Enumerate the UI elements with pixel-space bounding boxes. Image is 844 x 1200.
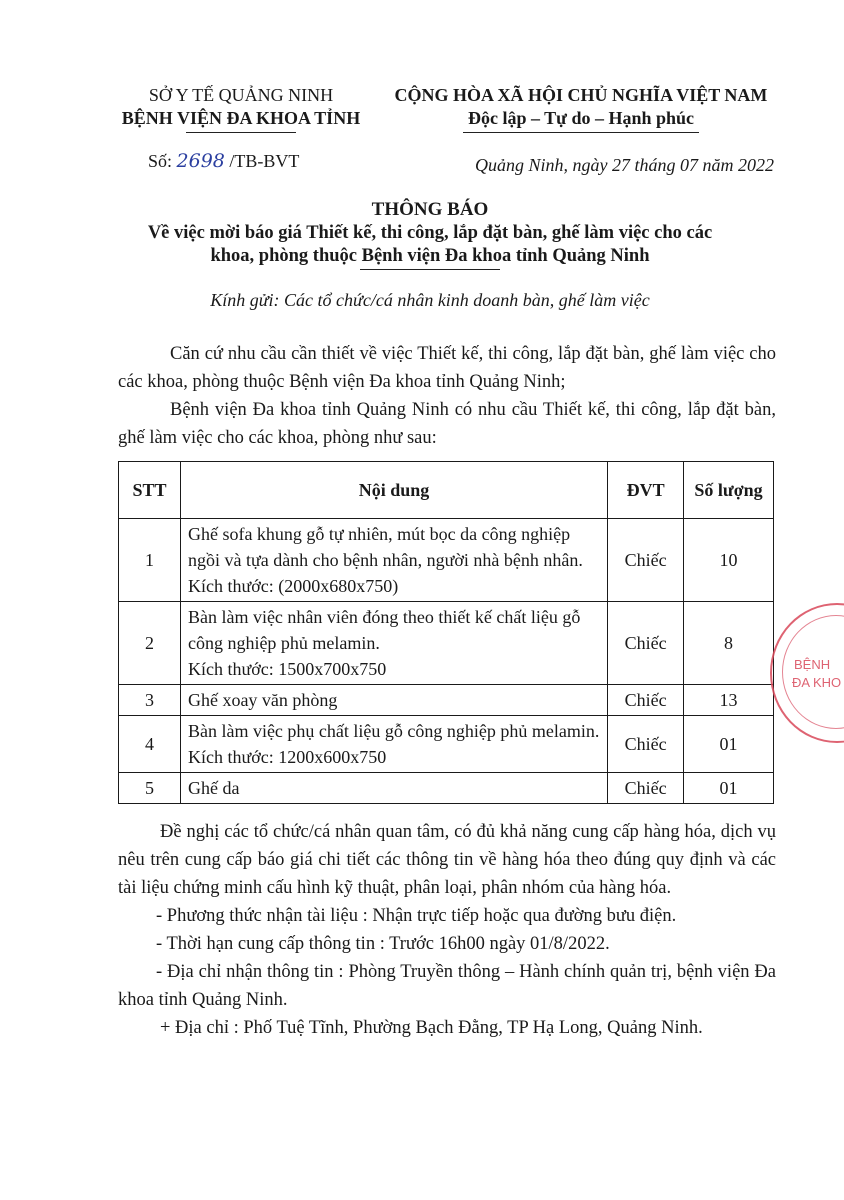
cell-content [180, 602, 607, 685]
cell-unit: Chiếc [608, 519, 684, 602]
seal-text-line: ĐA KHO [792, 675, 842, 690]
header-stt: STT [119, 462, 181, 519]
doc-number-prefix: Số: [148, 151, 173, 171]
national-header [376, 84, 786, 133]
cell-unit: Chiếc [608, 773, 684, 804]
cell-content-line: Bàn làm việc nhân viên đóng theo thiết kế chất liệu gỗ công nghiệp phủ melamin. [187, 607, 581, 653]
cell-quantity: 01 [684, 716, 774, 773]
bullet-item: - Phương thức nhận tài liệu : Nhận trực tiếp hoặc qua đường bưu điện. [156, 906, 677, 926]
seal-text-line: BỆNH [794, 657, 831, 672]
cell-stt: 1 [119, 519, 181, 602]
cell-quantity: 01 [684, 773, 774, 804]
country-name: CỘNG HÒA XÃ HỘI CHỦ NGHĨA VIỆT NAM [394, 85, 768, 105]
subtitle-line-2: khoa, phòng thuộc Bệnh viện Đa khoa tỉnh Quảng Ninh [210, 246, 650, 266]
bullet-item: - Thời hạn cung cấp thông tin : Trước 16h00 ngày 01/8/2022. [156, 934, 610, 954]
request-paragraph: Đề nghị các tổ chức/cá nhân quan tâm, có đủ khả năng cung cấp hàng hóa, dịch vụ nêu trên cung cấp báo giá chi tiết các thông tin về hàng hóa theo đúng quy định và các tài liệu chứng minh cấu hình kỹ thuật, phân loại, phân nhóm của hàng hóa. [118, 822, 776, 898]
cell-stt: 2 [119, 602, 181, 685]
document-date: Quảng Ninh, ngày 27 tháng 07 năm 2022 [475, 155, 774, 175]
cell-content: Ghế sofa khung gỗ tự nhiên, mút bọc da công nghiệp ngồi và tựa dành cho bệnh nhân, người nhà bệnh nhân. Kích thước: (2000x680x750) [180, 519, 607, 602]
cell-stt: 4 [119, 716, 181, 773]
cell-unit: Chiếc [608, 602, 684, 685]
issuer-org: SỞ Y TẾ QUẢNG NINH [148, 85, 334, 105]
table-header-row [119, 462, 774, 519]
addressee: Kính gửi: Các tổ chức/cá nhân kinh doanh bàn, ghế làm việc [210, 290, 650, 310]
table-row [119, 685, 774, 716]
bullet-item: - Địa chỉ nhận thông tin : Phòng Truyền thông – Hành chính quản trị, bệnh viện Đa khoa tỉnh Quảng Ninh. [118, 962, 776, 1010]
seal-inner-ring [782, 615, 844, 729]
header-content: Nội dung [180, 462, 607, 519]
document-subtitle [100, 222, 760, 270]
subtitle-underline [360, 269, 500, 270]
table-row [119, 602, 774, 685]
intro-paragraph: Bệnh viện Đa khoa tỉnh Quảng Ninh có nhu cầu Thiết kế, thi công, lắp đặt bàn, ghế làm việc cho các khoa, phòng như sau: [118, 400, 776, 448]
document-number [148, 150, 299, 172]
cell-content-line: Kích thước: 1500x700x750 [187, 659, 387, 679]
motto-underline [463, 132, 699, 133]
cell-content: Ghế da [180, 773, 607, 804]
cell-content: Bàn làm việc phụ chất liệu gỗ công nghiệp phủ melamin. Kích thước: 1200x600x750 [180, 716, 607, 773]
cell-content: Ghế xoay văn phòng [180, 685, 607, 716]
subtitle-line-1: Về việc mời báo giá Thiết kế, thi công, lắp đặt bàn, ghế làm việc cho các [147, 223, 713, 243]
table-row [119, 519, 774, 602]
issuer-underline [186, 132, 296, 133]
doc-number-suffix: /TB-BVT [229, 151, 300, 171]
issuer-block [96, 84, 386, 133]
cell-quantity: 13 [684, 685, 774, 716]
doc-number-handwritten: 2698 [176, 150, 225, 172]
document-title: THÔNG BÁO [371, 199, 489, 220]
cell-stt: 3 [119, 685, 181, 716]
items-table [118, 461, 774, 804]
cell-unit: Chiếc [608, 685, 684, 716]
header-unit: ĐVT [608, 462, 684, 519]
intro-text [118, 340, 776, 452]
table-row [119, 773, 774, 804]
red-seal-stamp [770, 603, 844, 743]
cell-unit: Chiếc [608, 716, 684, 773]
table-row [119, 716, 774, 773]
issuer-hospital: BỆNH VIỆN ĐA KHOA TỈNH [121, 108, 361, 128]
cell-quantity: 8 [684, 602, 774, 685]
header-quantity: Số lượng [684, 462, 774, 519]
cell-stt: 5 [119, 773, 181, 804]
national-motto: Độc lập – Tự do – Hạnh phúc [467, 108, 695, 128]
cell-quantity: 10 [684, 519, 774, 602]
intro-paragraph: Căn cứ nhu cầu cần thiết về việc Thiết kế, thi công, lắp đặt bàn, ghế làm việc cho các khoa, phòng thuộc Bệnh viện Đa khoa tỉnh Quảng Ninh; [118, 344, 776, 392]
closing-text [118, 818, 776, 1042]
bullet-item: + Địa chỉ : Phố Tuệ Tĩnh, Phường Bạch Đằng, TP Hạ Long, Quảng Ninh. [160, 1018, 703, 1038]
